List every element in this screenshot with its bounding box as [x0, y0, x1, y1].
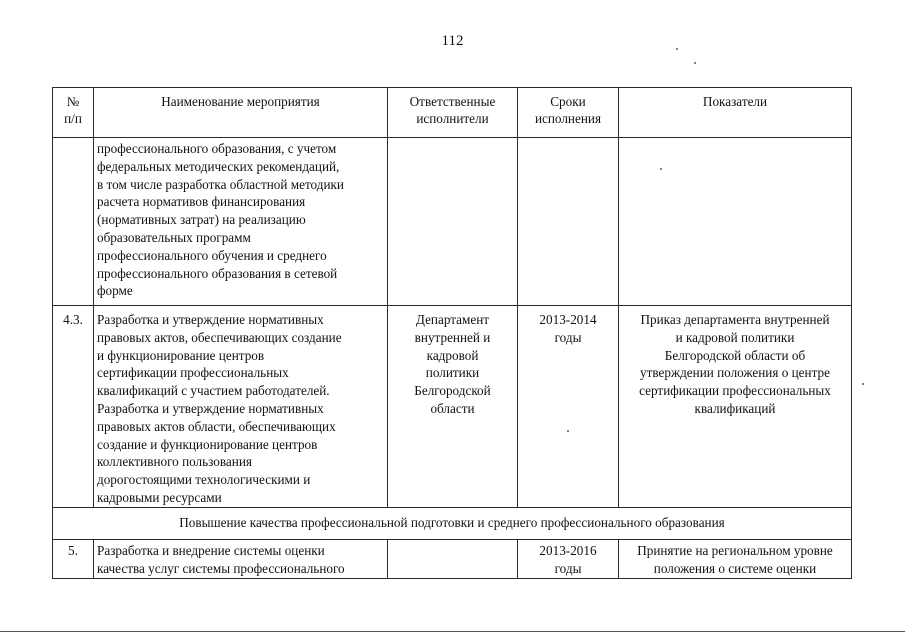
text-line: внутренней и: [414, 329, 491, 345]
text-line: Разработка и утверждение нормативных: [97, 312, 324, 327]
text-line: Сроки: [550, 94, 586, 109]
text-line: и кадровой политики: [675, 329, 795, 345]
scan-speck: [567, 430, 569, 432]
text-line: 2013-2016: [539, 542, 597, 558]
section-row: [53, 507, 852, 539]
row-terms: [518, 539, 619, 578]
text-line: Наименование мероприятия: [161, 94, 320, 109]
text-line: Показатели: [702, 94, 768, 109]
row-name: [94, 138, 388, 306]
text-line: №: [66, 94, 80, 109]
text-line: п/п: [64, 111, 82, 126]
row-name: [94, 306, 388, 508]
scan-speck: [660, 168, 662, 170]
text-line: кадровой: [426, 347, 479, 363]
text-line: 2013-2014: [539, 312, 597, 327]
text-line: создание и функционирование центров: [97, 436, 318, 452]
header-executors: [388, 88, 518, 138]
text-line: области: [430, 400, 475, 416]
row-executors: [388, 539, 518, 578]
text-line: квалификаций: [694, 400, 776, 416]
text-line: профессионального обучения и среднего: [97, 247, 327, 263]
scan-speck: [694, 62, 696, 64]
text-line: Принятие на региональном уровне: [637, 542, 833, 558]
header-terms: [518, 88, 619, 138]
text-line: качества услуг системы профессионального: [97, 560, 345, 576]
row-indicators: [619, 138, 852, 306]
row-executors: [388, 138, 518, 306]
text-line: сертификации профессиональных: [639, 383, 831, 399]
text-line: Разработка и внедрение системы оценки: [97, 542, 325, 558]
text-line: дорогостоящими технологическими и: [97, 472, 311, 488]
text-line: Ответственные: [409, 94, 496, 109]
header-name: [94, 88, 388, 138]
text-line: профессионального образования, с учетом: [97, 141, 337, 156]
page-number: 112: [441, 33, 464, 49]
text-line: образовательных программ: [97, 229, 251, 245]
row-executors: [388, 306, 518, 508]
text-line: Департамент: [415, 312, 490, 327]
table-row: [53, 138, 852, 306]
row-num: 5.: [53, 539, 94, 578]
text-line: годы: [554, 560, 582, 576]
text-line: расчета нормативов финансирования: [97, 194, 306, 210]
text-line: и функционирование центров: [97, 347, 265, 363]
text-line: правовых актов, обеспечивающих создание: [97, 329, 342, 345]
text-line: профессионального образования в сетевой: [97, 265, 338, 281]
text-line: годы: [554, 329, 582, 345]
row-num: [53, 138, 94, 306]
text-line: утверждении положения о центре: [640, 365, 830, 381]
text-line: положения о системе оценки: [653, 560, 817, 576]
text-line: правовых актов области, обеспечивающих: [97, 418, 336, 434]
scan-speck: [862, 383, 864, 385]
text-line: сертификации профессиональных: [97, 365, 289, 381]
table-row: [53, 306, 852, 508]
scan-speck: [676, 48, 678, 50]
row-name: [94, 539, 388, 578]
text-line: Приказ департамента внутренней: [640, 312, 830, 327]
row-terms: [518, 306, 619, 508]
row-terms: [518, 138, 619, 306]
text-line: квалификаций с участием работодателей.: [97, 383, 330, 399]
header-num: [53, 88, 94, 138]
page-bottom-rule: [0, 631, 905, 632]
section-title: Повышение качества профессиональной подготовки и среднего профессионального образования: [53, 507, 852, 539]
text-line: Белгородской области об: [664, 347, 806, 363]
row-num: 4.3.: [53, 306, 94, 508]
text-line: исполнения: [534, 111, 602, 126]
text-line: (нормативных затрат) на реализацию: [97, 212, 306, 228]
text-line: политики: [425, 365, 480, 381]
text-line: исполнители: [416, 111, 489, 126]
row-indicators: [619, 306, 852, 508]
text-line: федеральных методических рекомендаций,: [97, 158, 340, 174]
table-header-row: [53, 88, 852, 138]
text-line: коллективного пользования: [97, 454, 252, 470]
text-line: Разработка и утверждение нормативных: [97, 400, 324, 416]
table-row: [53, 539, 852, 578]
text-line: Белгородской: [414, 383, 491, 399]
header-indicators: [619, 88, 852, 138]
activities-table: [52, 87, 852, 579]
text-line: кадровыми ресурсами: [97, 489, 222, 505]
text-line: форме: [97, 283, 133, 299]
row-indicators: [619, 539, 852, 578]
text-line: в том числе разработка областной методики: [97, 176, 344, 192]
